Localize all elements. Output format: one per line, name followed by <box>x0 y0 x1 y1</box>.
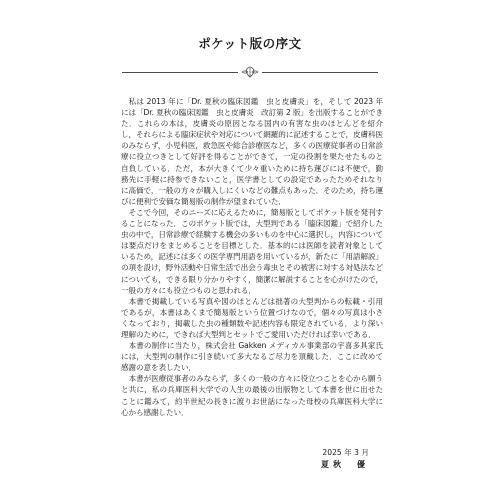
paragraph: 本書の制作に当たり，株式会社 Gakken メディカル事業部の宇喜多具家氏には，大型判の制作に引き続いて多大なるご尽力を頂戴した．ここに改めて感謝の意を表したい． <box>121 341 383 373</box>
signature-date: 2025 年 3 月 <box>322 448 369 457</box>
paragraph: 本書で掲載している写真や図のほとんどは拙著の大型判からの転載・引用であるが，本書はあくまで簡易版という位置づけなので，個々の写真は小さくなっており，掲載した虫の種類数や記述内容も限定されている．より深い理解のために，できれば大型判とセットでご愛用いただければ幸いである． <box>121 296 383 339</box>
leaf-ornament-icon <box>240 66 260 78</box>
preface-body <box>121 96 383 418</box>
title-divider-right <box>262 72 378 73</box>
page-title: ポケット版の序文 <box>198 36 302 51</box>
paragraph: そこで今回，そのニーズに応えるために，簡易版としてポケット版を発刊することになった．このポケット版では，大型判である「臨床図鑑」で紹介した虫の中で，日常診療で経験する機会の多いものを中心に選択し，内容については要点だけをまとめることを目標とした．基本的には医師を読者対象としているため，記述には多くの医学専門用語を用いているが，新たに「用語解説」の項を設け，野外活動や日常生活で出会う毒虫とその被害に対する対処法などについても，できる限り分かりやすく，簡潔に解説することを心がけたので，一般の方々にも役立つものと思われる． <box>121 207 383 295</box>
signature-name: 夏秋 優 <box>321 460 369 469</box>
title-divider-left <box>122 72 238 73</box>
paragraph: 本書が医療従事者のみならず，多くの一般の方々に役立つことを心から願うと共に，私の兵庫医科大学での人生の最後の出版物として本書を世に出せたことに鑑みて，約半世紀の長きに渡りお世話になった母校の兵庫医科大学に心から感謝したい． <box>121 374 383 417</box>
paragraph: 私は 2013 年に「Dr. 夏秋の臨床図鑑 虫と皮膚炎」を，そして 2023 年には「Dr. 夏秋の臨床図鑑 虫と皮膚炎 改訂第 2 版」を出版することができた．これらの本は，皮膚炎の原因となる国内の有害な虫のほとんどを紹介し，それらによる臨床症状や対応について網羅的に記述することで，皮膚科医のみならず，小児科医，救急医や総合診療医など，多くの医療従事者の日常診療に役立つきとして好評を得ることができて，一定の役割を果たせたものと自負している．ただ，本が大きくて少々重いために持ち運びには不便で，勤務先に手軽に持参できないこと，医学書としての設定であったためそれなりに高価で，一般の方々が購入しにくいなどの難点もあった．そのため，持ち運びに便利で安価な簡易版の制作が望まれていた． <box>121 97 383 206</box>
